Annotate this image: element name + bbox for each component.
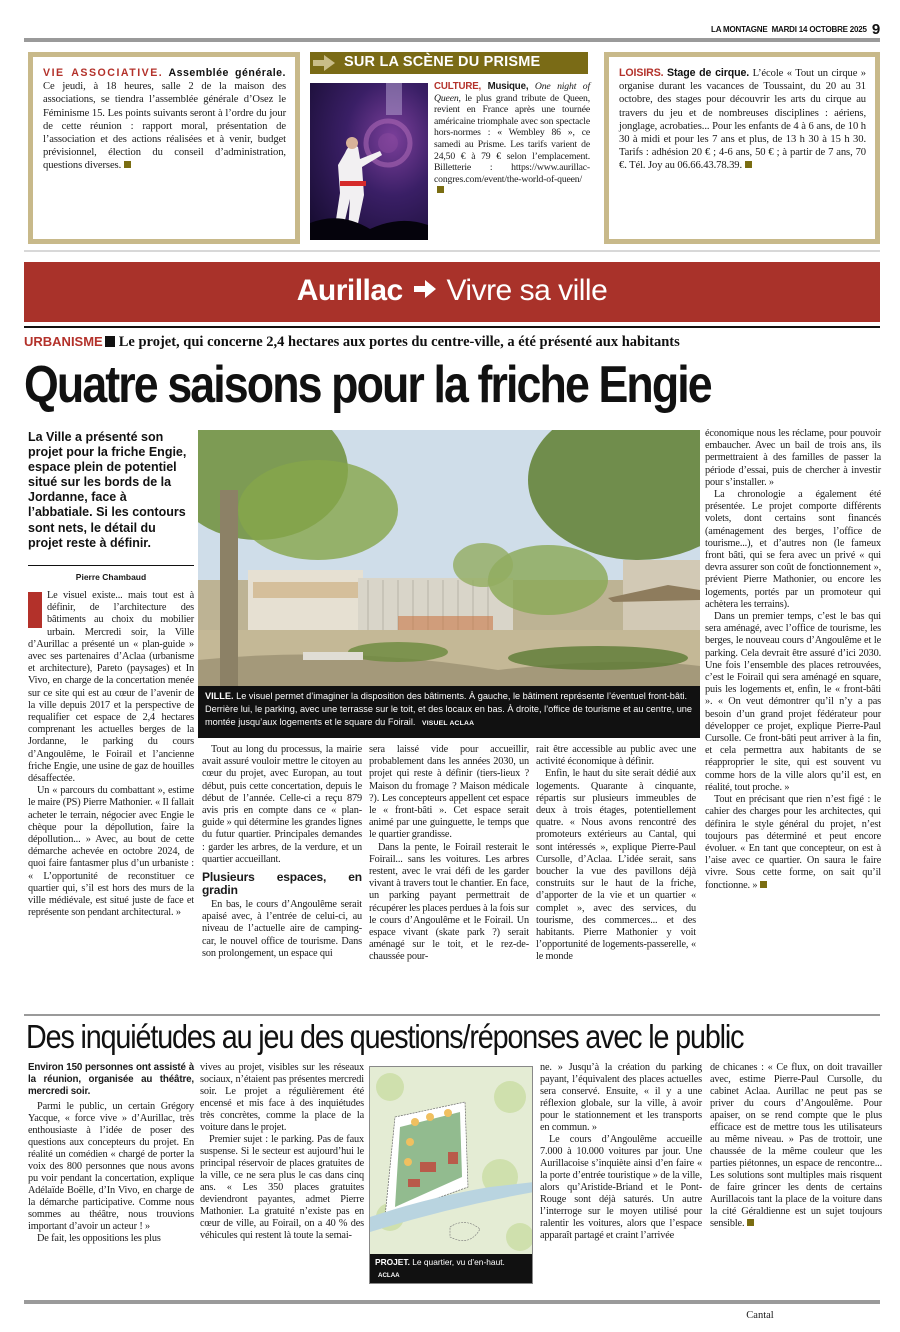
arrow-right-icon <box>414 280 436 298</box>
article-tag: URBANISME <box>24 334 103 349</box>
paragraph: Premier sujet : le parking. Pas de faux suspense. Si le secteur est aujourd’hui le principal réservoir de places gratuites de la ville, ce ne sera plus le cas dans cinq ans. « Les 350 places gratuites deviendront payantes, admet Pierre Mathonier. La gratuité n’existe pas en cœur de ville, au Foirail, on a 40 % des véhicules qui restent là toute la semai- <box>200 1134 364 1241</box>
article-column-3 <box>369 744 529 964</box>
photo-credit: ACLAA <box>378 1271 400 1279</box>
article2-column-2 <box>200 1062 364 1242</box>
prisme-show-title: One night of Queen, <box>434 81 590 104</box>
square-bullet-icon <box>105 336 115 347</box>
paragraph <box>28 590 194 785</box>
article-kicker-text: Le projet, qui concerne 2,4 hectares aux portes du centre-ville, a été présenté aux habitants <box>118 334 680 350</box>
end-mark-icon <box>745 161 752 168</box>
prisme-kicker: CULTURE, <box>434 81 482 92</box>
arrow-right-icon <box>313 55 335 71</box>
brief-body: Ce jeudi, à 18 heures, salle 2 de la maison des associations, se tiendra l’assemblée générale d’Osez le Féminisme 15. Les points suivants seront à l’ordre du jour de cette réunion : rapport moral, présentation de l’association et des actions réalisées et à venir, budget prévisionnel, élection du conseil d’administration, questions diverses. <box>43 81 286 172</box>
article-kicker <box>24 334 880 351</box>
paragraph: Le cours d’Angoulême accueille 7.000 à 10.000 voitures par jour. Une Aurillacoise s’inquiète ainsi d’en faire « la porte d’entrée touristique » de la ville, alors qu’Aristide-Briand et le Pont-Rouge sont déjà saturés. Un autre l’interroge sur le moyen utilisé pour ralentir les voitures, alors que l’espace apparaît partagé et craint l’arrivée <box>540 1134 702 1241</box>
paragraph: sera laissé vide pour accueillir, probablement dans les années 2030, un projet qui reste à définir (tiers-lieux ? Maison du fromage ? Maison médicale ?). Les concepteurs appellent cet espace le « front-bâti ». Cet espace serait animé par une guinguette, le temps que le quartier grandisse. <box>369 744 529 841</box>
paragraph: vives au projet, visibles sur les réseaux sociaux, n’étaient pas présentes mercredi soir. Le projet a régulièrement été encensé et mis face à des inquiétudes très concrètes, comme la place de la voiture dans le projet. <box>200 1062 364 1133</box>
prisme-band-title: SUR LA SCÈNE DU PRISME <box>344 54 541 70</box>
article-column-4 <box>536 744 696 964</box>
publication-name: LA MONTAGNE <box>711 25 768 34</box>
paragraph: Un « parcours du combattant », estime le maire (PS) Pierre Mathonier. « Il fallait acheter le terrain, négocier avec Engie le chèque pour la dépollution, faire la dépollution... » Avec, au bout de cette démarche achevée en octobre 2024, de quoi faire fantasmer plus d’un urbaniste : « L’opportunité de reconstituer ce quartier qui, s’il est hors des murs de la ville médiévale, est situé juste de face et représente son pendant architectural. » <box>28 785 194 919</box>
prisme-band <box>310 52 588 74</box>
brief-loisirs <box>604 52 880 244</box>
end-mark-icon <box>747 1219 754 1226</box>
divider <box>24 1300 880 1304</box>
paragraph-text: Tout en précisant que rien n’est figé : le cahier des charges pour les architectes, qui définira le style général du projet, n’est toujours pas déterminé et peut encore évoluer. « En tant que concepteur, on est à l’aise avec ce quartier. On saura le faire vivre. Sous cette forme, on sait qu’il fonctionne. » <box>705 794 881 891</box>
brief-subject: Assemblée générale. <box>168 67 286 79</box>
brief-kicker: LOISIRS. <box>619 67 664 79</box>
caption-text: Le visuel permet d’imaginer la disposition des bâtiments. À gauche, le bâtiment représente l’éventuel front-bâti. Derrière lui, le parking, avec une terrasse sur le toit, et des locaux en bas. À droite, l’office de tourisme et au centre, une montée jusqu’aux logements et le square du Foirail. <box>205 691 693 727</box>
brief-prisme <box>310 52 598 244</box>
drop-cap <box>28 592 42 628</box>
paragraph-text: de chicanes : « Ce flux, on doit travailler avec, estime Pierre-Paul Cursolle, du cabinet Aclaa. Aurillac ne peut pas se priver du cours d’Angoulême. Pour apaiser, on se rend compte que le plus efficace est de mettre tous les utilisateurs au même niveau. » Pas de trottoir, une chaussée de la même couleur que les parties piétonnes, un espace de rencontre... Les solutions sont multiples mais risquent de faire grincer les dents de certains Aurillacois tant la place de la voiture dans la cité Géraldienne est un sujet toujours sensible. <box>710 1062 882 1229</box>
prisme-subject: Musique, <box>487 81 529 92</box>
caption-kicker: VILLE. <box>205 691 234 701</box>
masthead-info <box>711 21 880 38</box>
brief-body: L’école « Tout un cirque » organise durant les vacances de Toussaint, du 20 au 31 octobre, des stages pour découvrir les arts du cirque au travers du jeu et de nombreuses disciplines : aériens, jonglage, acrobaties... Pour les enfants de 4 à 6 ans, de 10 h 30 à midi et pour les 7 ans et plus, de 13 h 30 à 15 h 30. Tarifs : adhésion 20 € ; 4-6 ans, 50 € ; à partir de 7 ans, 70 €. Tél. Joy au 06.66.43.78.39. <box>619 68 866 172</box>
article-column-1 <box>28 590 194 919</box>
edition-footer: Cantal <box>746 1310 774 1321</box>
brief-kicker: VIE ASSOCIATIVE. <box>43 67 164 79</box>
project-rendering-photo <box>198 430 700 686</box>
aerial-plan-illustration <box>370 1067 533 1257</box>
article-subheading: Plusieurs espaces, en gradin <box>202 870 362 898</box>
divider <box>28 565 194 566</box>
brief-vie-associative <box>28 52 300 244</box>
article2-headline: Des inquiétudes au jeu des questions/réponses avec le public <box>26 1018 744 1055</box>
paragraph: économique nous les réclame, pour pouvoir embaucher. Avec un bail de trois ans, ils permettraient à des familles de passer la période d’essai, puis de chercher à investir pour s’installer. » <box>705 428 881 488</box>
paragraph: En bas, le cours d’Angoulême serait apaisé avec, à l’entrée de celui-ci, au niveau de l’actuelle aire de camping-car, le nouvel office de tourisme. Dans son prolongement, un espace qui <box>202 899 362 959</box>
article2-lead: Environ 150 personnes ont assisté à la réunion, organisée au théâtre, mercredi soir. <box>28 1062 194 1097</box>
paragraph: Dans la pente, le Foirail resterait le Foirail... sans les voitures. Les arbres restent, avec le vrai défi de les garder vivant à travers tout le chantier. En face, un parking payant permettrait de récupérer les places perdues à la fois sur le cours d’Angoulême et le Foirail. Un espace vivant (skate park ?) serait aménagé sur le toit, et le rez-de-chaussée pour- <box>369 841 529 963</box>
prisme-text <box>434 81 590 197</box>
paragraph: De fait, les oppositions les plus <box>37 1233 161 1244</box>
section-rubric: Vivre sa ville <box>446 274 608 307</box>
masthead <box>24 20 880 42</box>
issue-date: MARDI 14 OCTOBRE 2025 <box>771 25 867 34</box>
paragraph: ne. » Jusqu’à la création du parking payant, l’équivalent des places actuelles sera conservé. Ensuite, « il y a une réflexion globale, sur la ville, à avoir pour le stationnement et les transports en commun. » <box>540 1062 702 1133</box>
divider <box>24 1014 880 1016</box>
paragraph-text: Le visuel existe... mais tout est à définir, de l’architecture des bâtiments au choix du mobilier urbain. Mercredi soir, la Ville d’Aurillac a présenté un « plan-guide » avec ses partenaires d’Aclaa (urbanisme et architecture), Pareto (paysages) et In Vivo, en charge de la concertation menée sur ce site qui est au cœur de l’avenir de la ville depuis 2017 et la perspective de requalifier cet espace de 2,4 hectares comprenant les actuelles berges de la Jordanne, le parking du cours d’Angoulême, le Foirail et l’ancienne friche Engie, une usine de gaz de houilles désaffectée. <box>28 590 194 785</box>
masthead-rule <box>24 38 880 42</box>
end-mark-icon <box>760 881 767 888</box>
article-headline: Quatre saisons pour la friche Engie <box>24 356 711 414</box>
section-banner <box>24 262 880 322</box>
photo-credit: VISUEL ACLAA <box>421 720 475 727</box>
paragraph: Tout au long du processus, la mairie avait assuré vouloir mettre le citoyen au cœur du projet, avec Europan, au tout début, puis cette concertation, depuis le début de l’année. Celle-ci a reçu 879 avis pris en compte dans ce « plan-guide » qui détermine les grandes lignes du futur quartier. Principales demandes : garder les arbres, de la verdure, et un quartier accueillant. <box>202 744 362 865</box>
project-plan-image <box>369 1066 533 1284</box>
paragraph <box>710 1062 882 1230</box>
paragraph <box>705 794 881 892</box>
article-column-2 <box>202 744 362 960</box>
paragraph: Dans un premier temps, c’est le bas qui sera aménagé, avec l’office de tourisme, les berges, le nouveau cours d’Angoulême et le parking. Cela devrait être assuré d’ici 2030. Une fois l’ensemble des places retrouvées, c’est le Foirail qui sera aménagé en square, puis les logements et, enfin, le « front-bâti ». « On veut démontrer qu’il n’y a pas besoin d’un grand projet fédérateur pour développer ce projet, explique Pierre-Paul Cursolle. Ce front-bâti peut arriver à la fin, et cela permettra aux habitants de se réapproprier le site, qui est souvent vu comme hors de la ville alors qu’il est, en réalité, tout proche. » <box>705 611 881 793</box>
paragraph: La chronologie a également été présentée. Le projet comporte différents volets, dont certains sont financés (aménagement des berges, l’office de tourisme...), et d’autres non (le fameux front bâti, qui se fera avec un privé « qui devra assurer son coût de fonctionnement », prévient Pierre Mathonier, ou encore les logements, portés par un promoteur qui achètera les terrains). <box>705 489 881 610</box>
page-number: 9 <box>871 21 880 38</box>
divider <box>24 250 880 252</box>
paragraph: rait être accessible au public avec une activité économique à définir. <box>536 744 696 768</box>
article2-column-5 <box>710 1062 882 1230</box>
article2-column-4 <box>540 1062 702 1242</box>
photo-caption <box>198 686 700 738</box>
end-mark-icon <box>124 161 131 168</box>
paragraph: Parmi le public, un certain Grégory Yacque, « force vive » d’Aurillac, très enthousiaste à l’idée de poser des questions aux concepteurs du projet. En réalité un comédien « chargé de porter la voix des 800 personnes que nous avons pu voir pendant la concertation, explique Adélaïde Boëlle, d’In Vivo, en charge de la démarche participative. Comme nous sommes au théâtre, nous trouvions important d’avoir un acteur ! » <box>28 1101 194 1232</box>
section-city: Aurillac <box>296 274 403 307</box>
queen-tribute-photo <box>310 83 428 240</box>
brief-subject: Stage de cirque. <box>667 67 750 79</box>
caption-kicker: PROJET. <box>375 1257 410 1267</box>
article-byline: Pierre Chambaud <box>75 572 147 582</box>
article-column-5 <box>705 428 881 892</box>
caption-text: Le quartier, vu d’en-haut. <box>412 1257 505 1267</box>
plan-caption <box>370 1254 532 1283</box>
end-mark-icon <box>437 186 444 193</box>
article-lead: La Ville a présenté son projet pour la friche Engie, espace plein de potentiel situé sur les bords de la Jordanne, face à l’abbatiale. Si les contours sont nets, le détail du projet reste à définir. <box>28 430 187 550</box>
article2-column-1 <box>28 1062 194 1245</box>
divider <box>24 326 880 328</box>
prisme-body: le plus grand tribute de Queen, revient en France après une tournée américaine triomphale avec son spectacle hors-normes : « Wembley 86 », ce samedi au Prisme. Les tarifs varient de 24,50 € à 79 € selon l’emplacement. Billetterie : https://www.aurillac-congres.com/event/the-world-of-queen/ <box>434 92 590 185</box>
concert-illustration <box>310 83 428 240</box>
rendering-illustration <box>198 430 700 686</box>
paragraph: Enfin, le haut du site serait dédié aux logements. Quarante à cinquante, répartis sur plusieurs immeubles de deux à trois étages, potentiellement quatre. « Nous avons rencontré des promoteurs extérieurs au Cantal, qui sont intéressés », explique Pierre-Paul Cursolle, d’Aclaa. L’idée serait, sans boucher la vue des pavillons déjà construits sur le haut de la friche, d’apporter de la vie et un quartier « complet », avec des services, du tourisme, des commerces... et des habitants. Pierre Mathonier y voit l’opportunité de logements-passerelle, « le monde <box>536 768 696 963</box>
